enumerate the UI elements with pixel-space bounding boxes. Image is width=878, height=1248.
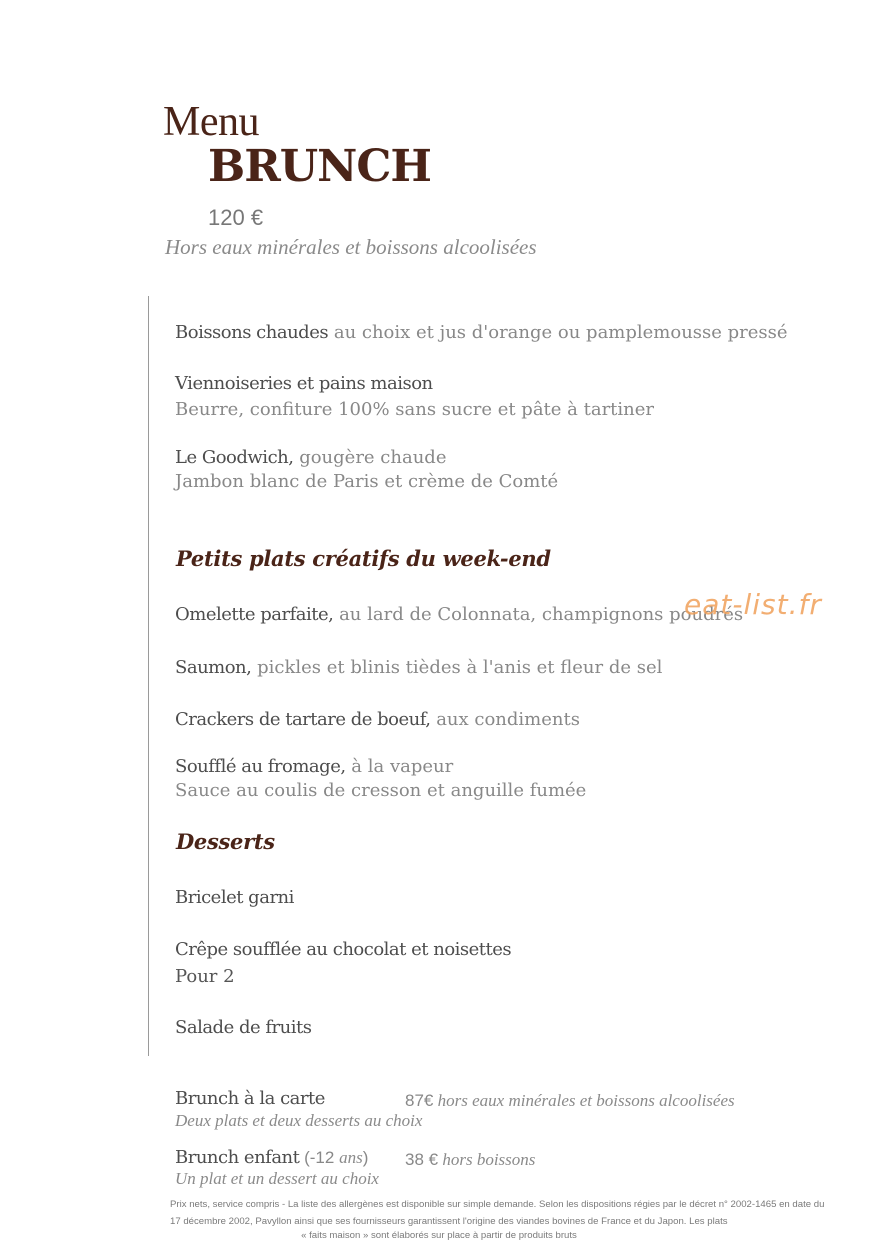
legal-footer: Prix nets, service compris - La liste des allergènes est disponible sur simple demande. Selon les dispositions régies par le décret n° 2002-1465 en date du 17 décembre 2002, Pavyllon ainsi que ses fournisseurs garantissent l'origine des viandes bovines de France et du Japon. Les plats <box>170 1199 825 1227</box>
watermark: eat-list.fr <box>684 588 822 621</box>
formula-name: Brunch enfant <box>175 1147 300 1168</box>
vertical-divider <box>148 296 149 1056</box>
formula-name: Brunch à la carte <box>175 1088 325 1109</box>
item-description: gougère chaude <box>293 447 447 468</box>
formula-price-note: hors boissons <box>438 1150 536 1169</box>
menu-item <box>175 1017 311 1038</box>
item-detail: Jambon blanc de Paris et crème de Comté <box>175 471 559 492</box>
item-name: Boissons chaudes <box>175 322 329 343</box>
price-subtitle: Hors eaux minérales et boissons alcoolisées <box>165 235 537 259</box>
menu-item <box>175 322 788 343</box>
legal-footer-last-line: « faits maison » sont élaborés sur place à partir de produits bruts <box>301 1230 577 1241</box>
formula-age-unit: ans <box>339 1148 363 1167</box>
menu-item <box>175 709 580 730</box>
formula-note: Un plat et un dessert au choix <box>175 1169 379 1188</box>
formula-note: Deux plats et deux desserts au choix <box>175 1111 423 1130</box>
menu-item <box>175 657 662 678</box>
item-description: aux condiments <box>430 709 580 730</box>
menu-heading: Menu <box>163 99 259 145</box>
item-name: Bricelet garni <box>175 887 294 908</box>
item-description: pickles et blinis tièdes à l'anis et fleur de sel <box>251 657 663 678</box>
section-title: Desserts <box>176 829 275 854</box>
menu-item <box>175 447 446 468</box>
formula-name-row <box>175 1147 368 1168</box>
item-description: à la vapeur <box>345 756 454 777</box>
formula-price <box>405 1091 735 1111</box>
formula-price <box>405 1150 535 1170</box>
menu-item <box>175 887 294 908</box>
formula-price-value: 38 € <box>405 1150 439 1169</box>
section-title: Petits plats créatifs du week-end <box>176 546 551 571</box>
menu-item <box>175 756 453 777</box>
item-name: Le Goodwich, <box>175 447 294 468</box>
formula-price-value: 87€ <box>405 1091 434 1110</box>
formula-price-note: hors eaux minérales et boissons alcoolisées <box>433 1091 735 1110</box>
item-name: Crackers de tartare de boeuf, <box>175 709 431 730</box>
item-description: au choix et jus d'orange ou pamplemousse pressé <box>328 322 788 343</box>
formula-age: (-12 <box>299 1148 340 1167</box>
item-detail: Sauce au coulis de cresson et anguille fumée <box>175 780 587 801</box>
item-name: Saumon, <box>175 657 252 678</box>
item-name: Salade de fruits <box>175 1017 312 1038</box>
menu-price: 120 € <box>208 205 264 230</box>
menu-item <box>175 939 511 960</box>
page-title: BRUNCH <box>208 141 431 192</box>
item-name: Crêpe soufflée au chocolat et noisettes <box>175 939 512 960</box>
item-detail: Beurre, confiture 100% sans sucre et pâte à tartiner <box>175 399 655 420</box>
formula-age-close: ) <box>362 1148 369 1167</box>
item-name: Viennoiseries et pains maison <box>175 373 433 394</box>
item-description: au lard de Colonnata, champignons poudrés <box>333 604 744 625</box>
item-name: Soufflé au fromage, <box>175 756 346 777</box>
item-name: Omelette parfaite, <box>175 604 334 625</box>
menu-item <box>175 604 743 625</box>
item-detail: Pour 2 <box>175 966 235 987</box>
menu-item <box>175 373 433 394</box>
